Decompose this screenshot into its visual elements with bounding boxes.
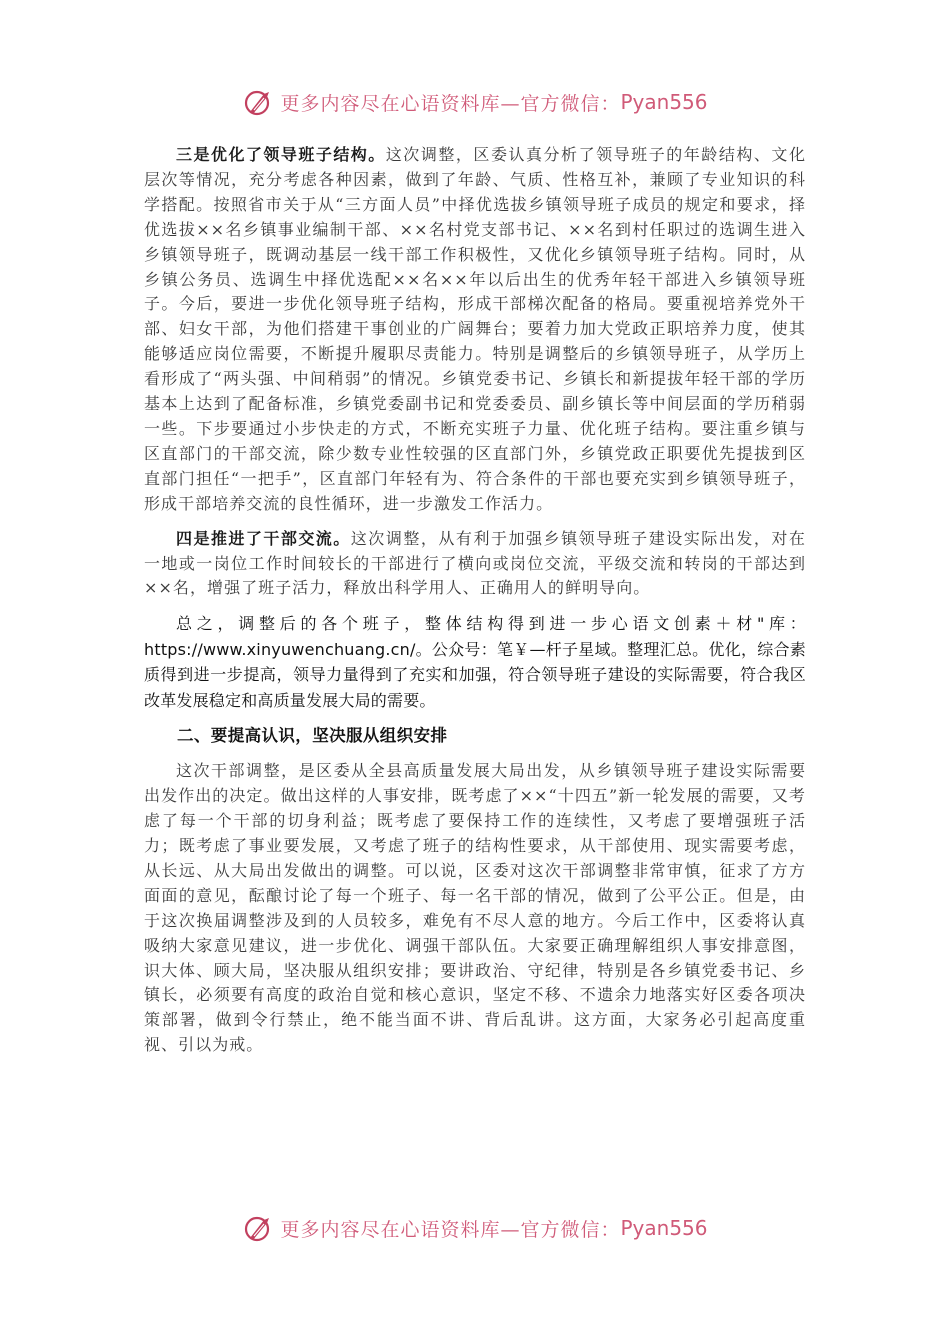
paragraph-text: 这次调整，区委认真分析了领导班子的年龄结构、文化层次等情况，充分考虑各种因素，做到了年龄、气质、性格互补，兼顾了专业知识的科学搭配。按照省市关于从“三方面人员”中择优选拔乡镇领导班子成员的规定和要求，择优选拔××名乡镇事业编制干部、××名村党支部书记、××名到村任职过的选调生进入乡镇领导班子，既调动基层一线干部工作积极性，又优化乡镇领导班子结构。同时，从乡镇公务员、选调生中择优选配××名××年以后出生的优秀年轻干部进入乡镇领导班子。今后，要进一步优化领导班子结构，形成干部梯次配备的格局。要重视培养党外干部、妇女干部，为他们搭建干事创业的广阔舞台；要着力加大党政正职培养力度，使其能够适应岗位需要，不断提升履职尽责能力。特别是调整后的乡镇领导班子，从学历上看形成了“两头强、中间稍弱”的情况。乡镇党委书记、乡镇长和新提拔年轻干部的学历基本上达到了配备标准，乡镇党委副书记和党委委员、副乡镇长等中间层面的学历稍弱一些。下步要通过小步快走的方式，不断充实班子力量、优化班子结构。要注重乡镇与区直部门的干部交流，除少数专业性较强的区直部门外，乡镇党政正职要优先提拔到区直部门担任“一把手”，区直部门年轻有为、符合条件的干部也要充实到乡镇领导班子，形成干部培养交流的良性循环，进一步激发工作活力。 [144,145,806,513]
paragraph-obey-arrangement: 这次干部调整，是区委从全县高质量发展大局出发，从乡镇领导班子建设实际需要出发作出的决定。做出这样的人事安排，既考虑了××“十四五”新一轮发展的需要，又考虑了每一个干部的切身利益；既考虑了要保持工作的连续性，又考虑了要增强班子活力；既考虑了事业要发展，又考虑了班子的结构性要求，从干部使用、现实需要考虑，从长远、从大局出发做出的调整。可以说，区委对这次干部调整非常审慎，征求了方方面面的意见，酝酿讨论了每一个班子、每一名干部的情况，做到了公平公正。但是，由于这次换届调整涉及到的人员较多，难免有不尽人意的地方。今后工作中，区委将认真吸纳大家意见建议，进一步优化、调强干部队伍。大家要正确理解组织人事安排意图，识大体、顾大局，坚决服从组织安排；要讲政治、守纪律，特别是各乡镇党委书记、乡镇长，必须要有高度的政治自觉和核心意识，坚定不移、不遗余力地落实好区委各项决策部署，做到令行禁止，绝不能当面不讲、背后乱讲。这方面，大家务必引起高度重视、引以为戒。 [144,761,806,1055]
document-body [144,143,806,1068]
watermark-account: Pyan556 [620,1216,708,1240]
watermark-text: 更多内容尽在心语资料库—官方微信： [280,92,621,115]
paragraph-lead: 四是推进了干部交流。 [176,528,351,548]
paragraph-text: 这次调整，从有利于加强乡镇领导班子建设实际出发，对在一地或一岗位工作时间较长的干部进行了横向或岗位交流，平级交流和转岗的干部达到××名，增强了班子活力，释放出科学用人、正确用人的鲜明导向。 [144,528,806,598]
pen-nib-circle-icon [242,1212,274,1244]
paragraph-lead: 三是优化了领导班子结构。 [176,145,386,164]
paragraph-structure [144,143,806,517]
paragraph-summary: 总之，调整后的各个班子，整体结构得到进一步心语文创素＋材"库：https://www.xinyuwenchuang.cn/。公众号：笔￥—杆子星域。整理汇总。优化，综合素质得到进一步提高，领导力量得到了充实和加强，符合领导班子建设的实际需要，符合我区改革发展稳定和高质量发展大局的需要。 [144,614,806,710]
watermark-text: 更多内容尽在心语资料库—官方微信： [280,1218,621,1241]
watermark-account: Pyan556 [620,90,708,114]
pen-nib-circle-icon [242,86,274,118]
footer-watermark [0,1208,950,1248]
header-watermark [0,82,950,122]
section-heading: 二、要提高认识，坚决服从组织安排 [177,726,448,746]
paragraph-exchange [144,527,806,602]
